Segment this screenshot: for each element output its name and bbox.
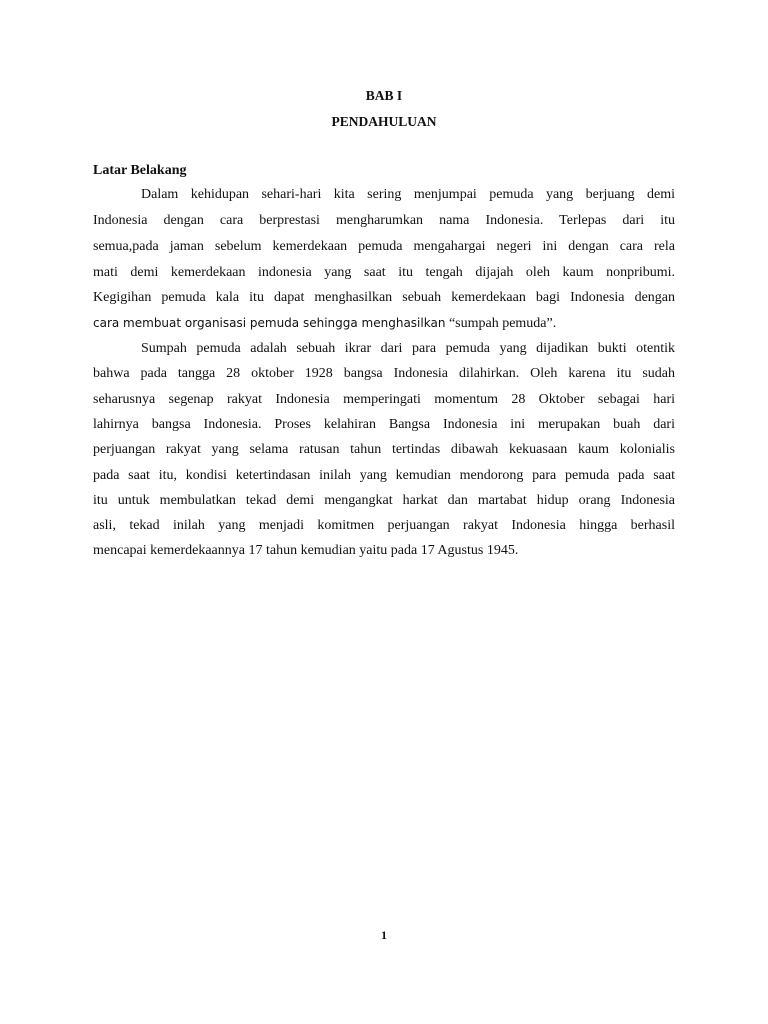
chapter-title: PENDAHULUAN [331,114,437,129]
section-heading: Latar Belakang [93,163,187,178]
paragraph1-line: Dalam kehidupan sehari-hari kita sering menjumpai pemuda yang berjuang demi [141,187,675,202]
paragraph1-line: mati demi kemerdekaan indonesia yang saat itu tengah dijajah oleh kaum nonpribumi. [93,265,675,280]
paragraph1-last-line-sans: cara membuat organisasi pemuda sehingga menghasilkan [93,316,446,330]
paragraph2-line: itu untuk membulatkan tekad demi mengangkat harkat dan martabat hidup orang Indonesia [93,493,675,508]
paragraph1-line: Kegigihan pemuda kala itu dapat menghasilkan sebuah kemerdekaan bagi Indonesia dengan [93,290,675,305]
paragraph2-line: pada saat itu, kondisi ketertindasan inilah yang kemudian mendorong para pemuda pada saat [93,468,675,483]
paragraph2-line: seharusnya segenap rakyat Indonesia memperingati momentum 28 Oktober sebagai hari [93,392,675,407]
page-number: 1 [381,928,387,942]
paragraph1-line: Indonesia dengan cara berprestasi mengharumkan nama Indonesia. Terlepas dari itu [93,213,675,228]
paragraph1-last-line [93,313,675,334]
paragraph2-line: asli, tekad inilah yang menjadi komitmen perjuangan rakyat Indonesia hingga berhasil [93,518,675,533]
paragraph1-last-line-quote: “sumpah pemuda”. [445,316,557,331]
chapter-label: BAB I [365,88,403,103]
paragraph2-line: mencapai kemerdekaannya 17 tahun kemudian yaitu pada 17 Agustus 1945. [93,543,519,558]
paragraph2-line: perjuangan rakyat yang selama ratusan tahun tertindas dibawah kekuasaan kaum kolonialis [93,442,675,457]
paragraph2-line: Sumpah pemuda adalah sebuah ikrar dari para pemuda yang dijadikan bukti otentik [141,341,675,356]
paragraph1-line: semua,pada jaman sebelum kemerdekaan pemuda mengahargai negeri ini dengan cara rela [93,239,675,254]
paragraph2-line: lahirnya bangsa Indonesia. Proses kelahiran Bangsa Indonesia ini merupakan buah dari [93,417,675,432]
paragraph2-line: bahwa pada tangga 28 oktober 1928 bangsa Indonesia dilahirkan. Oleh karena itu sudah [93,366,675,381]
